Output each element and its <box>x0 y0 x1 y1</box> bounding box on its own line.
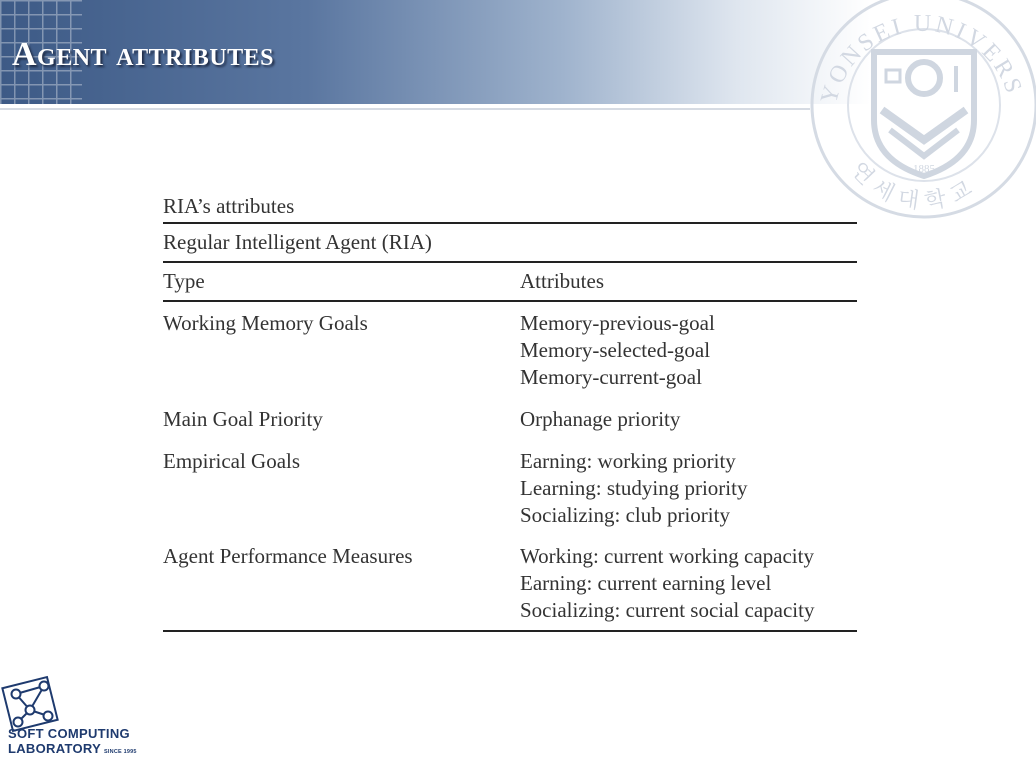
row-attributes <box>520 448 857 529</box>
attribute-item: Working: current working capacity <box>520 544 814 568</box>
seal-text-bottom: 연세대학교 <box>845 157 984 216</box>
attribute-item: Memory-current-goal <box>520 365 702 389</box>
table-row <box>163 406 857 433</box>
attribute-item: Orphanage priority <box>520 407 681 431</box>
attribute-item: Learning: studying priority <box>520 476 748 500</box>
table-row <box>163 543 857 624</box>
row-type: Main Goal Priority <box>163 407 323 431</box>
attributes-table <box>163 190 857 632</box>
logo-line-1: SOFT COMPUTING <box>8 726 130 741</box>
table-row <box>163 310 857 391</box>
column-header-type: Type <box>163 269 205 293</box>
row-type: Agent Performance Measures <box>163 544 413 568</box>
logo-line-2-text: LABORATORY <box>8 741 102 756</box>
table-row <box>163 448 857 529</box>
header-divider <box>0 108 810 110</box>
seal-year: 1885 <box>913 163 935 175</box>
table-bottom-rule <box>163 630 857 632</box>
logo-since: SINCE 1995 <box>104 749 137 755</box>
lab-logo-text <box>8 726 137 760</box>
row-attributes <box>520 543 857 624</box>
table-subheader: Regular Intelligent Agent (RIA) <box>163 224 857 263</box>
table-header-row <box>163 263 857 302</box>
network-logo-icon <box>4 674 60 730</box>
row-attributes <box>520 406 857 433</box>
column-header-attributes: Attributes <box>520 269 604 293</box>
attribute-item: Memory-selected-goal <box>520 338 711 362</box>
attribute-item: Socializing: current social capacity <box>520 598 815 622</box>
slide-title: Agent attributes <box>12 36 275 73</box>
attribute-item: Memory-previous-goal <box>520 311 715 335</box>
row-type: Working Memory Goals <box>163 311 368 335</box>
attribute-item: Earning: working priority <box>520 449 736 473</box>
table-caption: RIA’s attributes <box>163 190 857 224</box>
attribute-item: Earning: current earning level <box>520 571 772 595</box>
row-type: Empirical Goals <box>163 449 301 473</box>
attribute-item: Socializing: club priority <box>520 503 730 527</box>
logo-line-2 <box>8 741 137 760</box>
seal-text-top: YONSEI UNIVERS <box>816 10 1028 107</box>
row-attributes <box>520 310 857 391</box>
